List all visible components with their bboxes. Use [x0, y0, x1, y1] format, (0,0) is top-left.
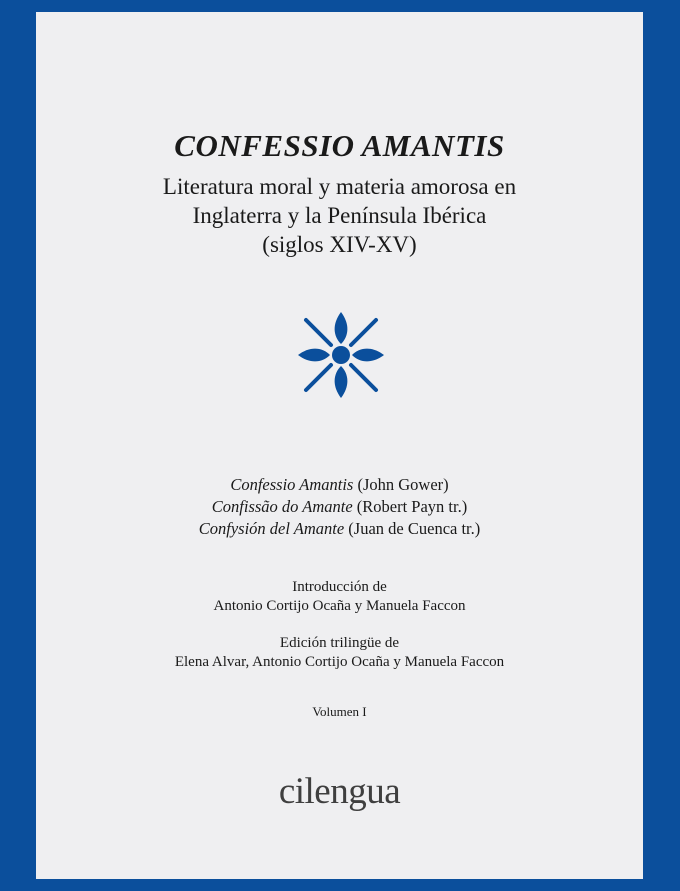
edition-line — [36, 474, 643, 496]
book-cover — [36, 12, 643, 879]
book-subtitle — [36, 172, 643, 259]
edition-title: Confissão do Amante — [211, 497, 353, 516]
subtitle-line: (siglos XIV-XV) — [262, 232, 417, 257]
edition-names: Elena Alvar, Antonio Cortijo Ocaña y Manuela Faccon — [174, 654, 505, 670]
book-title: CONFESSIO AMANTIS — [174, 128, 505, 163]
edition-author: (Robert Payn tr.) — [356, 497, 468, 516]
edition-title: Confessio Amantis — [230, 475, 354, 494]
introduction-label: Introducción de — [292, 579, 387, 595]
editions-list — [36, 474, 643, 540]
introduction-credit — [36, 578, 643, 616]
introduction-names: Antonio Cortijo Ocaña y Manuela Faccon — [213, 598, 466, 614]
edition-credit — [36, 634, 643, 672]
edition-title: Confysión del Amante — [198, 519, 345, 538]
subtitle-line: Literatura moral y materia amorosa en — [162, 174, 517, 199]
publisher-logo-text: cilengua — [278, 771, 401, 812]
volume-label: Volumen I — [312, 704, 367, 719]
edition-author: (John Gower) — [357, 475, 449, 494]
publisher-logo — [36, 770, 643, 813]
edition-line — [36, 496, 643, 518]
subtitle-line: Inglaterra y la Península Ibérica — [192, 203, 487, 228]
flower-cross-ornament-icon — [294, 308, 388, 402]
edition-line — [36, 518, 643, 540]
edition-author: (Juan de Cuenca tr.) — [348, 519, 481, 538]
edition-label: Edición trilingüe de — [279, 635, 400, 651]
